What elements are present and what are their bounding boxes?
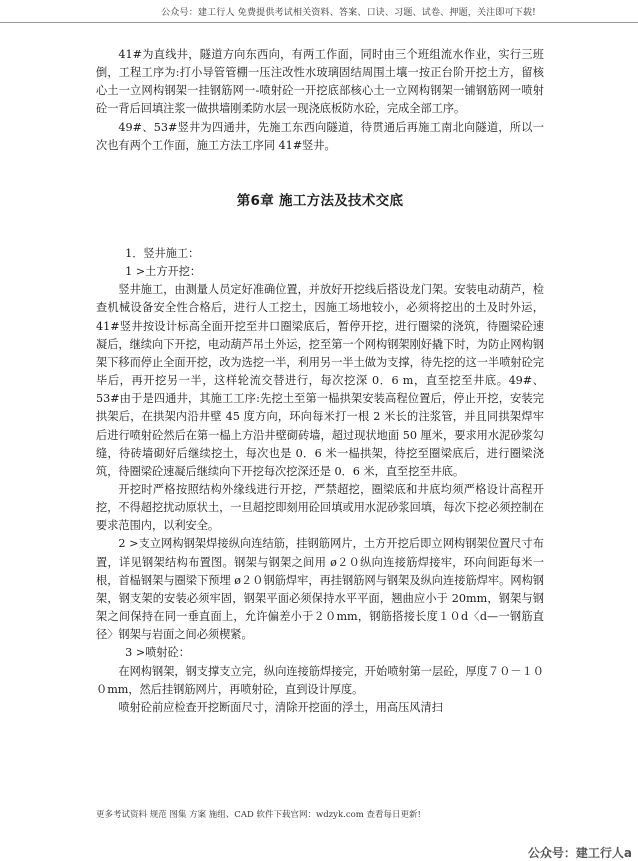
page-header [0,0,638,23]
footer-download-note: 更多考试资料 规范 图集 方案 施组、CAD 软件下载官网：wdzyk.com 查看每日更新! [96,810,421,820]
section-shaft-construction: 1．竖井施工： [125,246,200,260]
paragraph-steel-frame: 2 >支立网构钢架焊接纵向连结筋，挂钢筋网片，土方开挖后即立网构钢架位置尺寸布置，详见钢架结构布置图。钢架与钢架之间用 ø２０纵向连接筋焊接牢，环向间距每米一根，首榀钢架与圈梁下预埋 ø２０钢筋焊牢，再挂钢筋网与钢架及纵向连接筋焊牢。网构钢架，钢支架的安装必须牢固，钢架平面必须保持水平平面，翘曲应小于 20mm，钢架与钢架之间保持在同一垂直面上，允许偏差小于２０mm，钢筋搭接长度１０d〈d—一钢筋直径〉钢架与岩面之间必须楔紧。 [96,537,544,642]
paragraph-shotcrete-prep: 喷射砼前应检查开挖断面尺寸，清除开挖面的浮土，用高压风清扫 [118,700,443,714]
paragraph-shaft-49-53: 49#、53#竖井为四通井，先施工东西向隧道，待贯通后再施工南北向隧道，所以一次也有两个工作面，施工方法工序同 41#竖井。 [96,120,544,152]
header-notice: 公众号：建工行人 免费提供考试相关资料、答案、口诀、习题、试卷、押题，关注即可下载! [161,8,536,18]
document-body [96,46,544,717]
chapter-title: 第6章 施工方法及技术交底 [236,192,404,209]
paragraph-shotcrete: 在网构钢架，钢支撑支立完，纵向连接筋焊接完，开始喷射第一层砼，厚度７０－１００mm，然后挂钢筋网片，再喷射砼，直到设计厚度。 [96,664,544,696]
subsection-earthwork: 1 >土方开挖： [125,265,202,279]
wechat-watermark: 公众号：建工行人a [527,846,632,860]
paragraph-shaft-41: 41#为直线井，隧道方向东西向，有两工作面，同时由三个班组流水作业，实行三班倒，工程工序为:打小导管管棚一压注改性水玻璃固结周围土壤一按正台阶开挖土方，留核心土一立网构钢架一挂钢筋网一-喷射砼一开挖底部核心土一立网构钢架一铺钢筋网一喷射砼一背后回填注浆一做拱墙刚柔防水层一现浇底板防水砼，完成全部工序。 [96,48,544,116]
paragraph-excavation-rules: 开挖时严格按照结构外缘线进行开挖，严禁超挖，圈梁底和井底均须严格设计高程开挖，不得超挖扰动原状土，一旦超挖即刻用砼回填或用水泥砂浆回填，每次下挖必须控制在要求范围内，以利安全。 [96,482,544,533]
subsection-shotcrete: 3 >喷射砼： [125,646,190,660]
paragraph-earthwork: 竖井施工，由测量人员定好准确位置，并放好开挖线后搭设龙门架。安装电动葫芦，检查机械设备安全性合格后，进行人工挖土，因施工场地较小，必须将挖出的土及时外运，41#竖井按设计标高全面开挖至井口圈梁底后，暂停开挖，进行圈梁的浇筑，待圈梁砼速凝后，继续向下开挖，电动葫芦吊土外运，挖至第一个网构钢架刚好撬下时，为防止网构钢架下移而停止全面开挖，改为选挖一半，利用另一半土做为支撑，待先挖的这一半喷射砼完毕后，再开挖另一半，这样轮流交替进行，每次挖深 0．6 m，直至挖至井底。49#、53#由于是四通井，其施工工序:先挖土至第一榀拱架安装高程位置后，停止开挖，安装完拱架后，在拱架内沿井壁 45 度方向，环向每米打一根 2 米长的注浆管，并且同拱架焊牢后进行喷射砼然后在第一榀上方沿井壁砌砖墙，超过现状地面 50 厘米，要求用水泥砂浆勾缝，待砖墙砌好后继续挖土，每次也是 0．6 米一榀拱架，待挖至圈梁底后，进行圈梁浇筑，待圈梁砼速凝后继续向下开挖每次挖深还是 0．6 米，直至挖至井底。 [96,283,544,478]
